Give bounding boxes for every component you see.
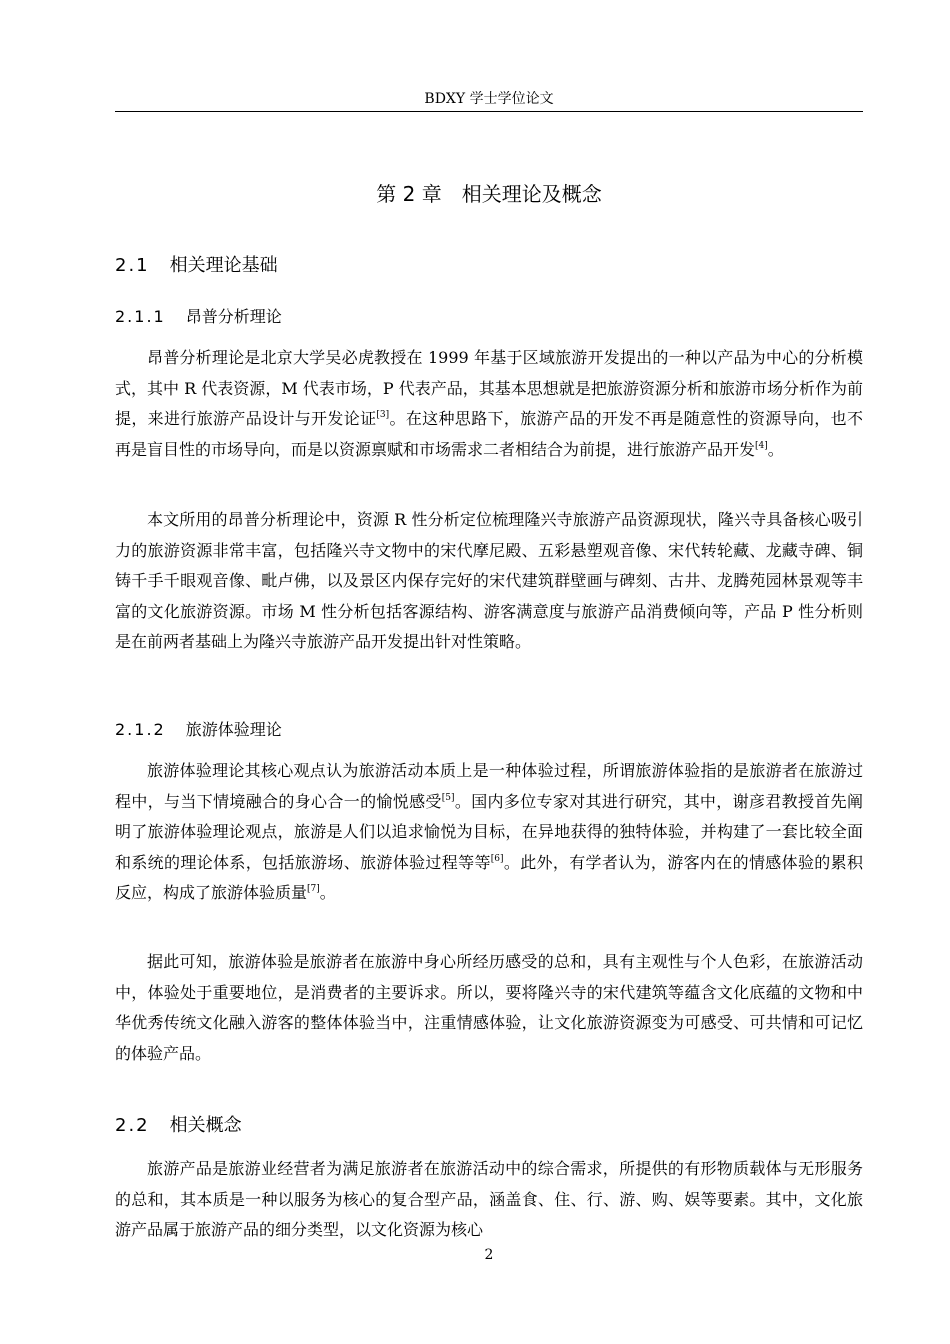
paragraph-text: 。在这种思路下，旅游产品的开发不再是随意性的资源导向，也不再是盲目性的市场导向，而是以资源禀赋和市场需求二者相结合为前提，进行旅游产品开发 bbox=[115, 409, 863, 459]
paragraph-text: 。 bbox=[767, 439, 784, 459]
paragraph-ramp-application: 本文所用的昂普分析理论中，资源 R 性分析定位梳理隆兴寺旅游产品资源现状，隆兴寺具备核心吸引力的旅游资源非常丰富，包括隆兴寺文物中的宋代摩尼殿、五彩悬塑观音像、宋代转轮藏、龙藏寺碑、铜铸千手千眼观音像、毗卢佛，以及景区内保存完好的宋代建筑群壁画与碑刻、古井、龙腾苑园林景观等丰富的文化旅游资源。市场 M 性分析包括客源结构、游客满意度与旅游产品消费倾向等，产品 P 性分析则是在前两者基础上为隆兴寺旅游产品开发提出针对性策略。 bbox=[115, 510, 863, 651]
subsection-number: 2.1.2 bbox=[115, 720, 166, 739]
running-header: BDXY 学士学位论文 bbox=[424, 91, 554, 107]
paragraph-tourism-product: 旅游产品是旅游业经营者为满足旅游者在旅游活动中的综合需求，所提供的有形物质载体与无形服务的总和，其本质是一种以服务为核心的复合型产品，涵盖食、住、行、游、购、娱等要素。其中，文化旅游产品属于旅游产品的细分类型，以文化资源为核心 bbox=[115, 1159, 863, 1239]
citation-ref: [5] bbox=[441, 792, 455, 803]
section-heading-2-2 bbox=[115, 1113, 863, 1139]
header-divider bbox=[115, 111, 863, 112]
section-title: 相关理论基础 bbox=[169, 255, 278, 276]
paragraph-experience-summary: 据此可知，旅游体验是旅游者在旅游中身心所经历感受的总和，具有主观性与个人色彩，在旅游活动中，体验处于重要地位，是消费者的主要诉求。所以，要将隆兴寺的宋代建筑等蕴含文化底蕴的文物和中华优秀传统文化融入游客的整体体验当中，注重情感体验，让文化旅游资源变为可感受、可共情和可记忆的体验产品。 bbox=[115, 952, 863, 1063]
paragraph-ramp-definition bbox=[115, 343, 863, 465]
subsection-number: 2.1.1 bbox=[115, 307, 166, 326]
section-number: 2.1 bbox=[115, 255, 150, 276]
paragraph-text: 。国内多位专家对其进行研究，其中，谢彦君教授首先阐明了旅游体验理论观点，旅游是人们以追求愉悦为目标，在异地获得的独特体验，并构建了一套比较全面和系统的理论体系，包括旅游场、旅游体验过程等等 bbox=[115, 791, 863, 872]
paragraph-text: 。此外，有学者认为，游客内在的情感体验的累积反应，构成了旅游体验质量 bbox=[115, 852, 863, 902]
section-heading-2-1 bbox=[115, 253, 863, 279]
paragraph-text: 。 bbox=[319, 883, 336, 902]
chapter-title: 第 2 章 相关理论及概念 bbox=[376, 182, 602, 206]
paragraph-text: 昂普分析理论是北京大学吴必虎教授在 1999 年基于区域旅游开发提出的一种以产品为中心的分析模式，其中 R 代表资源，M 代表市场，P 代表产品，其基本思想就是把旅游资源分析和旅游市场分析作为前提，来进行旅游产品设计与开发论证 bbox=[115, 348, 863, 428]
paragraph-experience-theory bbox=[115, 756, 863, 909]
subsection-heading-2-1-1 bbox=[115, 305, 863, 329]
section-title: 相关概念 bbox=[169, 1115, 242, 1136]
page-number: 2 bbox=[484, 1247, 494, 1263]
citation-ref: [4] bbox=[755, 440, 768, 451]
subsection-heading-2-1-2 bbox=[115, 718, 863, 742]
subsection-title: 旅游体验理论 bbox=[185, 720, 282, 739]
section-number: 2.2 bbox=[115, 1115, 150, 1136]
citation-ref: [6] bbox=[490, 853, 504, 864]
subsection-title: 昂普分析理论 bbox=[185, 307, 282, 326]
citation-ref: [7] bbox=[307, 884, 320, 894]
citation-ref: [3] bbox=[376, 410, 390, 420]
paragraph-text: 旅游体验理论其核心观点认为旅游活动本质上是一种体验过程，所谓旅游体验指的是旅游者在旅游过程中，与当下情境融合的身心合一的愉悦感受 bbox=[115, 761, 863, 811]
